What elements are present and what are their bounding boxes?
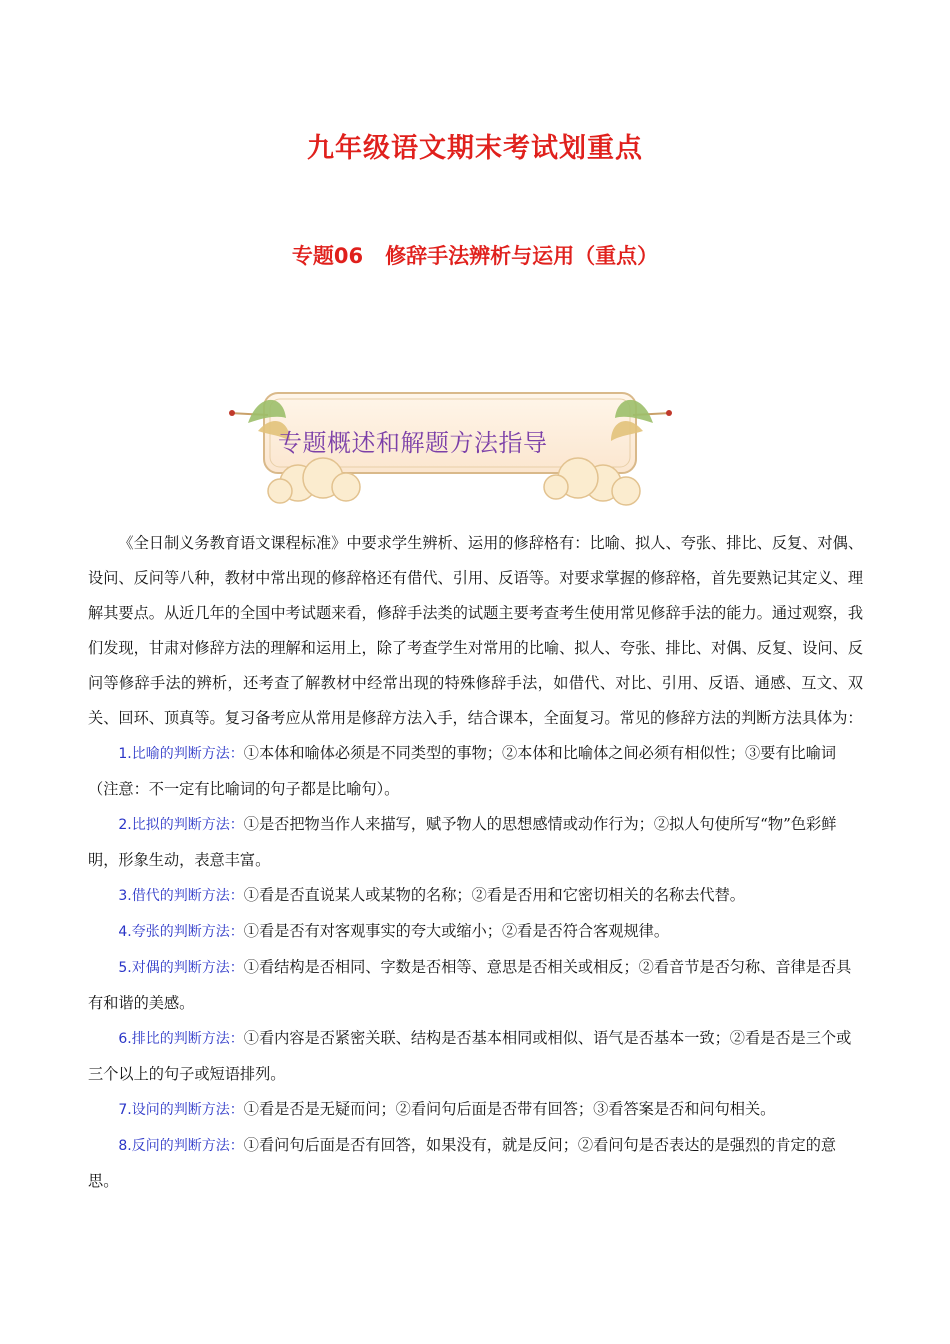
topic-title: 专题06 修辞手法辨析与运用（重点） <box>291 244 659 268</box>
method-text: ①看内容是否紧密关联、结构是否基本相同或相似、语气是否基本一致；②看是否是三个或三个以上的句子或短语排列。 <box>88 1029 852 1083</box>
method-item <box>88 914 863 950</box>
section-banner <box>228 383 673 508</box>
method-text: ①看问句后面是否有回答，如果没有，就是反问；②看问句是否表达的是强烈的肯定的意思。 <box>88 1136 837 1190</box>
method-label: 4.夸张的判断方法： <box>118 924 244 940</box>
banner-title: 专题概述和解题方法指导 <box>278 429 548 457</box>
method-item <box>88 736 863 807</box>
method-item <box>88 1021 863 1092</box>
method-item <box>88 807 863 878</box>
method-label: 7.设问的判断方法： <box>118 1102 244 1118</box>
method-item <box>88 950 863 1021</box>
method-item <box>88 1092 863 1128</box>
method-text: ①看是否直说某人或某物的名称；②看是否用和它密切相关的名称去代替。 <box>243 886 745 904</box>
method-text: ①看是否是无疑而问；②看问句后面是否带有回答；③看答案是否和问句相关。 <box>243 1100 776 1118</box>
method-label: 8.反问的判断方法： <box>118 1138 244 1154</box>
method-label: 2.比拟的判断方法： <box>118 817 244 833</box>
intro-paragraph: 《全日制义务教育语文课程标准》中要求学生辨析、运用的修辞格有：比喻、拟人、夸张、排比、反复、对偶、设问、反问等八种，教材中常出现的修辞格还有借代、引用、反语等。对要求掌握的修辞格，首先要熟记其定义、理解其要点。从近几年的全国中考试题来看，修辞手法类的试题主要考查考生使用常见修辞手法的能力。通过观察，我们发现，甘肃对修辞方法的理解和运用上，除了考查学生对常用的比喻、拟人、夸张、排比、对偶、反复、设问、反问等修辞手法的辨析，还考查了解教材中经常出现的特殊修辞手法，如借代、对比、引用、反语、通感、互文、双关、回环、顶真等。复习备考应从常用是修辞方法入手，结合课本，全面复习。常见的修辞方法的判断方法具体为： <box>88 534 863 727</box>
method-text: ①本体和喻体必须是不同类型的事物；②本体和比喻体之间必须有相似性；③要有比喻词（注意：不一定有比喻词的句子都是比喻句）。 <box>88 744 837 798</box>
method-label: 1.比喻的判断方法： <box>118 746 244 762</box>
method-item <box>88 878 863 914</box>
method-text: ①看是否有对客观事实的夸大或缩小；②看是否符合客观规律。 <box>243 922 669 940</box>
method-text: ①是否把物当作人来描写，赋予物人的思想感情或动作行为；②拟人句使所写“物”色彩鲜明，形象生动，表意丰富。 <box>88 815 837 869</box>
page-title: 九年级语文期末考试划重点 <box>307 133 643 164</box>
document-body <box>88 526 863 1199</box>
methods-list <box>88 736 863 1199</box>
method-label: 6.排比的判断方法： <box>118 1031 244 1047</box>
method-text: ①看结构是否相同、字数是否相等、意思是否相关或相反；②看音节是否匀称、音律是否具有和谐的美感。 <box>88 958 852 1012</box>
method-item <box>88 1128 863 1199</box>
method-label: 5.对偶的判断方法： <box>118 960 244 976</box>
method-label: 3.借代的判断方法： <box>118 888 244 904</box>
